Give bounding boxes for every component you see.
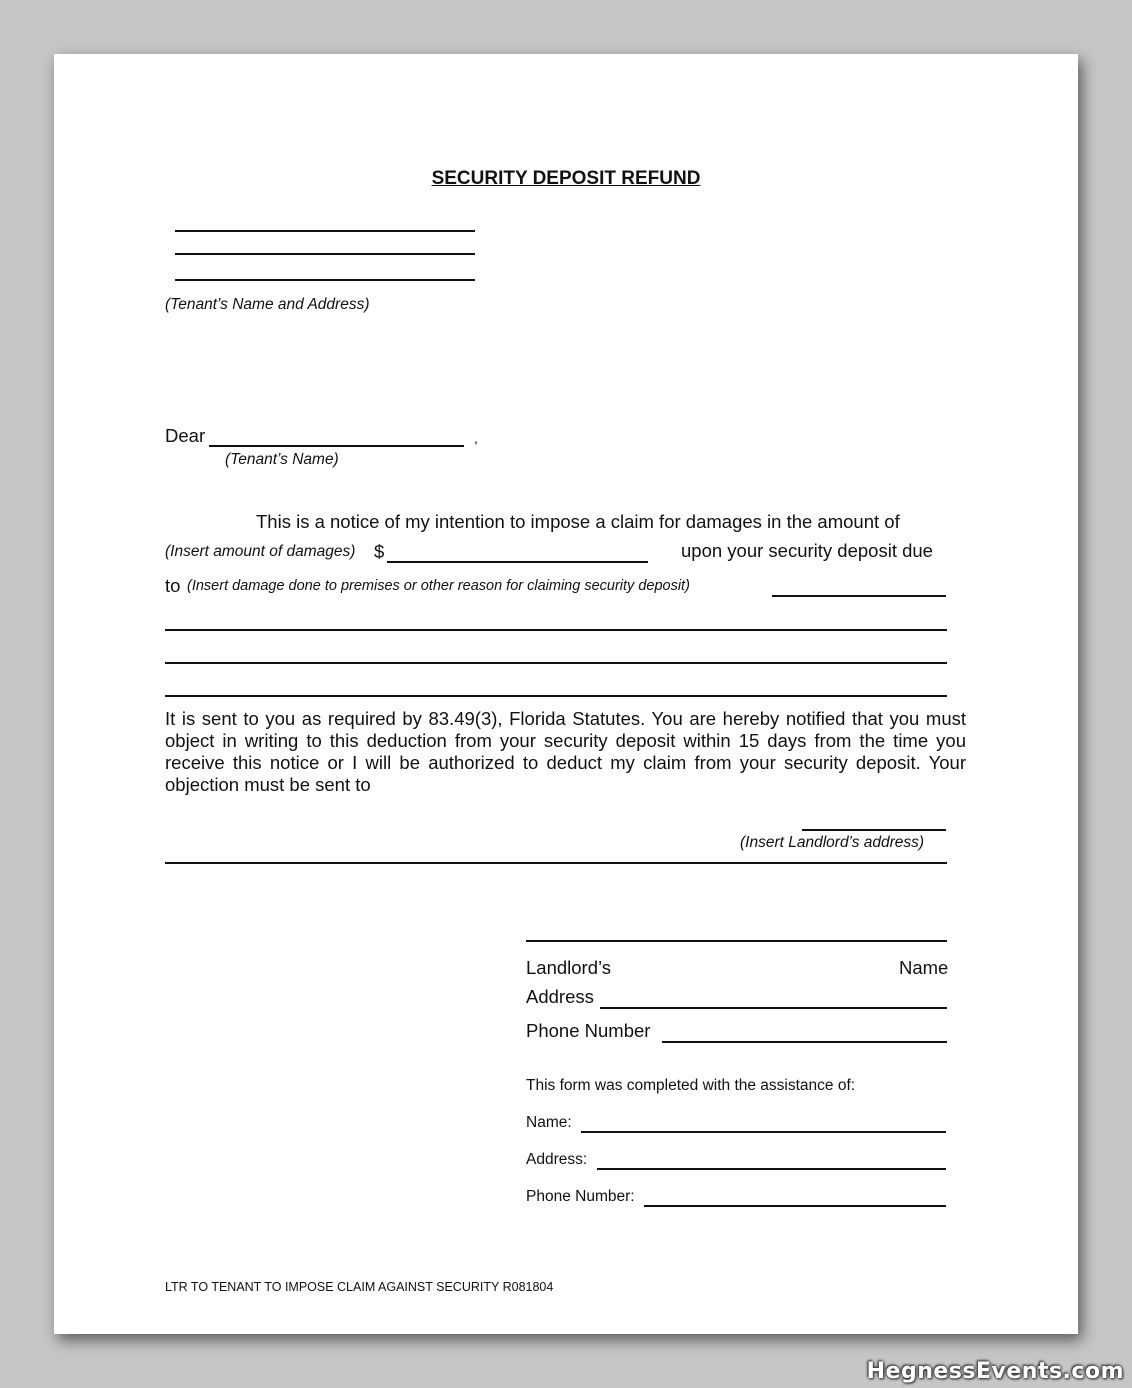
reason-line-4[interactable] bbox=[165, 695, 947, 697]
amount-line[interactable] bbox=[387, 561, 648, 563]
tenant-block-label: (Tenant’s Name and Address) bbox=[165, 296, 370, 313]
landlord-address-line[interactable] bbox=[165, 862, 947, 864]
landlord-address-field-line[interactable] bbox=[600, 1007, 947, 1009]
landlord-phone-label: Phone Number bbox=[526, 1020, 651, 1041]
landlord-name-label: Name bbox=[899, 957, 949, 978]
document-page bbox=[54, 54, 1078, 1334]
assistance-name-line[interactable] bbox=[581, 1131, 946, 1133]
reason-label: (Insert damage done to premises or other reason for claiming security deposit) bbox=[187, 578, 690, 594]
assistance-address-label: Address: bbox=[526, 1151, 588, 1168]
assistance-name-label: Name: bbox=[526, 1114, 572, 1131]
statute-paragraph: It is sent to you as required by 83.49(3), Florida Statutes. You are hereby notified that you must object in writing to this deduction from your security deposit within 15 days from the time you receive this notice or I will be authorized to deduct my claim from your security deposit. Your objection must be sent to bbox=[165, 708, 966, 795]
to-word: to bbox=[165, 575, 181, 596]
greeting-word: Dear bbox=[165, 425, 206, 446]
tenant-address-line-2[interactable] bbox=[175, 253, 475, 255]
currency-symbol: $ bbox=[374, 541, 385, 562]
assistance-phone-label: Phone Number: bbox=[526, 1188, 635, 1205]
landlord-signature-line[interactable] bbox=[526, 940, 947, 942]
tenant-name-label: (Tenant’s Name) bbox=[225, 451, 339, 468]
landlord-address-label: (Insert Landlord’s address) bbox=[740, 834, 925, 851]
notice-line-1: This is a notice of my intention to impose a claim for damages in the amount of bbox=[256, 511, 900, 532]
landlord-phone-line[interactable] bbox=[662, 1041, 947, 1043]
footer-code: LTR TO TENANT TO IMPOSE CLAIM AGAINST SECURITY R081804 bbox=[165, 1280, 554, 1294]
tenant-name-line[interactable] bbox=[209, 445, 464, 447]
watermark-logo: HegnessEvents.com bbox=[866, 1359, 1124, 1384]
assistance-heading: This form was completed with the assistance of: bbox=[526, 1077, 856, 1094]
landlord-address-short-line[interactable] bbox=[802, 829, 946, 831]
landlord-address-field-label: Address bbox=[526, 986, 594, 1007]
notice-line-2-tail: upon your security deposit due bbox=[681, 540, 933, 561]
landlords-label: Landlord’s bbox=[526, 957, 612, 978]
reason-line-1[interactable] bbox=[772, 595, 946, 597]
assistance-phone-line[interactable] bbox=[644, 1205, 946, 1207]
tenant-address-line-3[interactable] bbox=[175, 279, 475, 281]
document-title: SECURITY DEPOSIT REFUND bbox=[431, 168, 701, 189]
assistance-address-line[interactable] bbox=[597, 1168, 946, 1170]
reason-line-2[interactable] bbox=[165, 629, 947, 631]
amount-label: (Insert amount of damages) bbox=[165, 543, 356, 560]
tenant-address-line-1[interactable] bbox=[175, 230, 475, 232]
greeting-comma: , bbox=[474, 430, 478, 446]
reason-line-3[interactable] bbox=[165, 662, 947, 664]
